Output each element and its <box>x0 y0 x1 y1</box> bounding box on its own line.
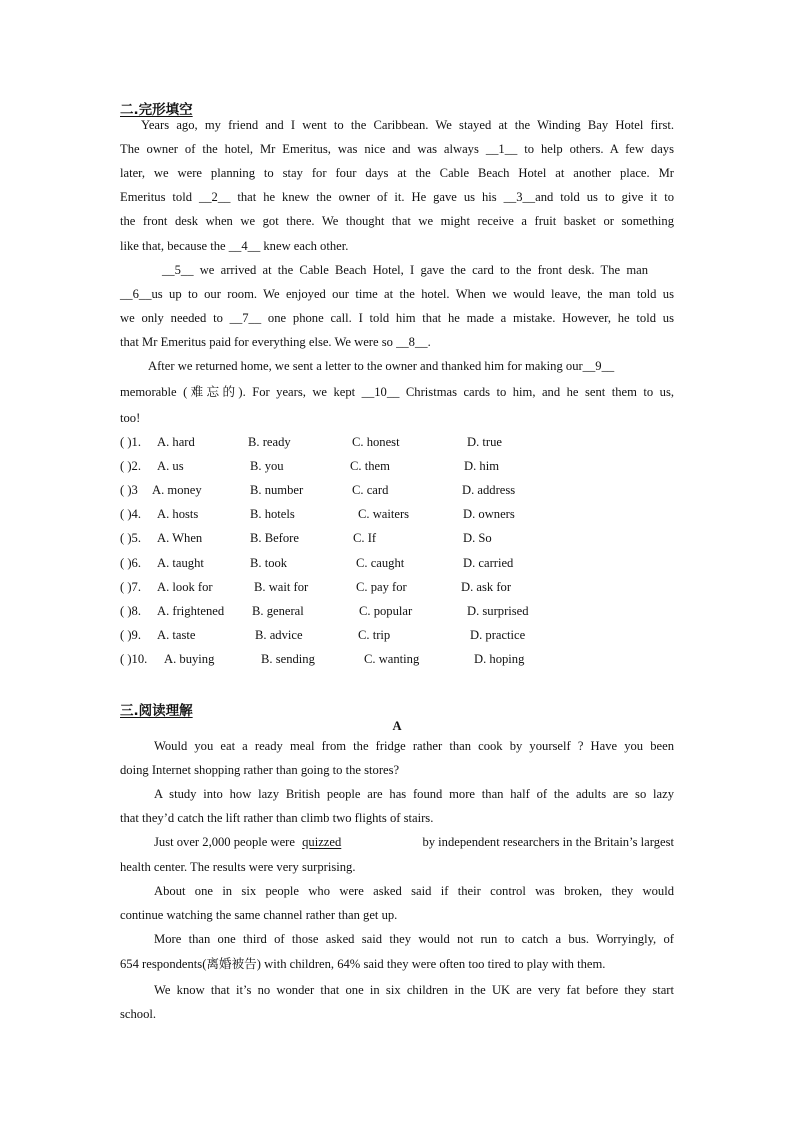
option-b: B. took <box>250 556 288 570</box>
question-row <box>120 626 680 644</box>
passage-line: We know that it’s no wonder that one in six children in the UK are very fat before they start <box>154 983 674 997</box>
option-a: A. hard <box>157 435 195 449</box>
passage-line: A study into how lazy British people are has found more than half of the adults are so lazy <box>154 787 674 801</box>
passage-line: like that, because the __4__ knew each other. <box>120 239 349 253</box>
question-number: ( )5. <box>120 531 141 545</box>
passage-line: About one in six people who were asked said if their control was broken, they would <box>154 884 674 898</box>
passage-line: 654 respondents(离婚被告) with children, 64% said they were often too tired to play with them. <box>120 957 606 971</box>
question-row <box>120 457 680 475</box>
option-c: C. honest <box>352 435 400 449</box>
passage-line: __5__ we arrived at the Cable Beach Hotel, I gave the card to the front desk. The man <box>162 263 648 277</box>
passage-text: Just over 2,000 people were <box>154 835 295 849</box>
passage-line: later, we were planning to stay for four days at the Cable Beach Hotel at another place. Mr <box>120 166 674 180</box>
option-a: A. buying <box>164 652 215 666</box>
option-b: B. sending <box>261 652 315 666</box>
question-number: ( )2. <box>120 459 141 473</box>
passage-line: The owner of the hotel, Mr Emeritus, was nice and was always __1__ to help others. A few days <box>120 142 674 156</box>
option-c: C. pay for <box>356 580 407 594</box>
option-a: A. When <box>157 531 203 545</box>
passage-line: continue watching the same channel rather than get up. <box>120 908 398 922</box>
passage-line: that they’d catch the lift rather than climb two flights of stairs. <box>120 811 434 825</box>
option-b: B. advice <box>255 628 303 642</box>
option-d: D. owners <box>463 507 515 521</box>
passage-line: Years ago, my friend and I went to the Caribbean. We stayed at the Winding Bay Hotel first. <box>141 118 674 132</box>
question-number: ( )9. <box>120 628 141 642</box>
passage-line: More than one third of those asked said they would not run to catch a bus. Worryingly, of <box>154 932 674 946</box>
option-a: A. look for <box>157 580 213 594</box>
question-number: ( )6. <box>120 556 141 570</box>
option-c: C. waiters <box>358 507 410 521</box>
option-a: A. taste <box>157 628 196 642</box>
question-number: ( )1. <box>120 435 141 449</box>
option-d: D. address <box>462 483 516 497</box>
passage-line: health center. The results were very surprising. <box>120 860 356 874</box>
question-row <box>120 481 680 499</box>
passage-line <box>154 833 674 851</box>
question-row <box>120 578 680 596</box>
option-d: D. carried <box>463 556 514 570</box>
option-d: D. practice <box>470 628 526 642</box>
option-c: C. them <box>350 459 390 473</box>
underlined-word: quizzed <box>302 835 342 849</box>
passage-line: Would you eat a ready meal from the fridge rather than cook by yourself ? Have you been <box>154 739 674 753</box>
option-d: D. So <box>463 531 492 545</box>
option-a: A. frightened <box>157 604 225 618</box>
option-b: B. wait for <box>254 580 309 594</box>
passage-line: the front desk when we got there. We thought that we might receive a fruit basket or something <box>120 214 674 228</box>
option-b: B. ready <box>248 435 291 449</box>
passage-line: __6__us up to our room. We enjoyed our time at the hotel. When we would leave, the man told us <box>120 287 674 301</box>
passage-line: Emeritus told __2__ that he knew the owner of it. He gave us his __3__and told us to give it to <box>120 190 674 204</box>
passage-line: school. <box>120 1007 157 1021</box>
option-d: D. him <box>464 459 499 473</box>
passage-line: that Mr Emeritus paid for everything else. We were so __8__. <box>120 335 431 349</box>
option-c: C. wanting <box>364 652 420 666</box>
question-number: ( )10. <box>120 652 148 666</box>
passage-text: by independent researchers in the Britain’s largest <box>422 835 674 849</box>
option-c: C. trip <box>358 628 391 642</box>
option-a: A. hosts <box>157 507 199 521</box>
section-heading-cloze: 二.完形填空 <box>120 102 193 118</box>
option-a: A. money <box>152 483 202 497</box>
option-d: D. ask for <box>461 580 512 594</box>
option-c: C. popular <box>359 604 413 618</box>
option-d: D. surprised <box>467 604 529 618</box>
question-number: ( )3 <box>120 483 138 497</box>
question-number: ( )7. <box>120 580 141 594</box>
option-b: B. hotels <box>250 507 295 521</box>
passage-line: we only needed to __7__ one phone call. I told him that he made a mistake. However, he told us <box>120 311 674 325</box>
question-row <box>120 602 680 620</box>
option-a: A. taught <box>157 556 204 570</box>
option-a: A. us <box>157 459 184 473</box>
option-c: C. If <box>353 531 377 545</box>
question-row <box>120 529 680 547</box>
passage-line: too! <box>120 411 141 425</box>
question-row <box>120 650 680 668</box>
option-b: B. number <box>250 483 304 497</box>
option-d: D. true <box>467 435 502 449</box>
section-heading-reading: 三.阅读理解 <box>120 703 193 719</box>
passage-line: memorable (难忘的). For years, we kept __10__ Christmas cards to him, and he sent them to us, <box>120 385 674 399</box>
question-row <box>120 505 680 523</box>
question-number: ( )4. <box>120 507 141 521</box>
question-row <box>120 433 680 451</box>
question-row <box>120 554 680 572</box>
passage-label: A <box>392 719 402 733</box>
option-d: D. hoping <box>474 652 525 666</box>
passage-line: doing Internet shopping rather than going to the stores? <box>120 763 400 777</box>
option-b: B. general <box>252 604 304 618</box>
passage-line: After we returned home, we sent a letter to the owner and thanked him for making our__9__ <box>148 359 615 373</box>
option-c: C. card <box>352 483 389 497</box>
question-number: ( )8. <box>120 604 141 618</box>
option-b: B. Before <box>250 531 299 545</box>
option-b: B. you <box>250 459 284 473</box>
option-c: C. caught <box>356 556 405 570</box>
